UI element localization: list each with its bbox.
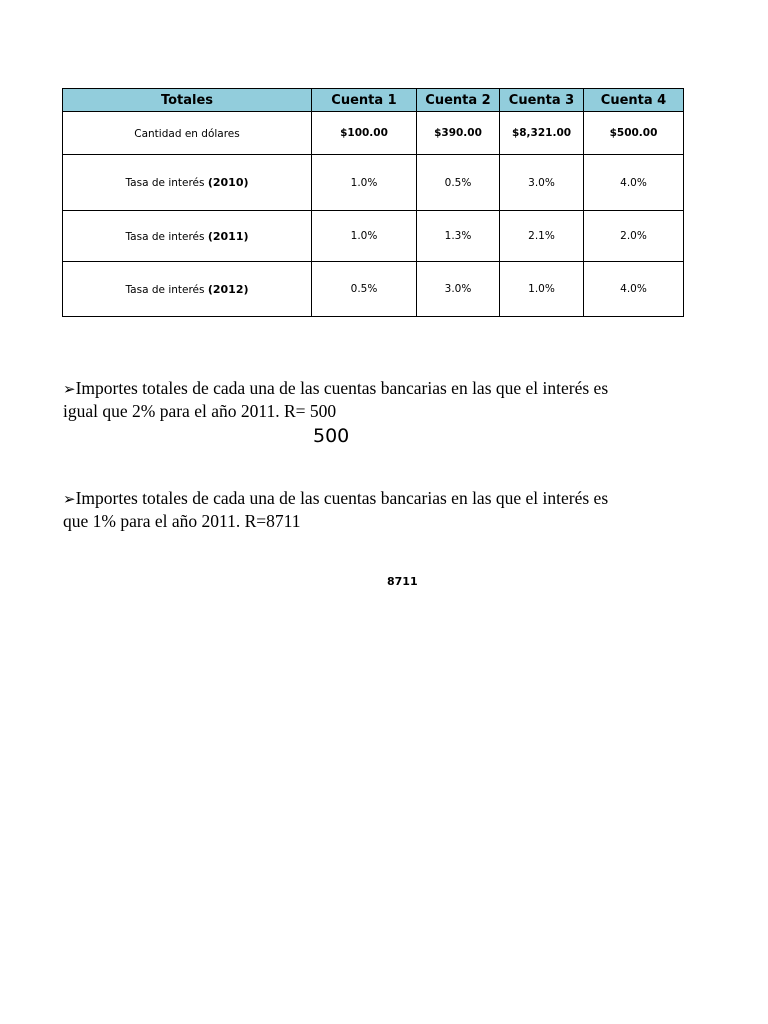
question-1-text-1: Importes totales de cada una de las cuentas bancarias en las que el interés es bbox=[75, 378, 609, 398]
table-header-row bbox=[63, 89, 684, 112]
row-label bbox=[63, 211, 312, 262]
table-cell: 4.0% bbox=[584, 262, 684, 317]
row-label-text: Tasa de interés bbox=[125, 177, 208, 189]
table-cell: 1.0% bbox=[500, 262, 584, 317]
table-cell: 1.3% bbox=[417, 211, 500, 262]
table-cell: 2.0% bbox=[584, 211, 684, 262]
arrow-bullet-icon: ➢ bbox=[63, 380, 76, 398]
table-cell: 4.0% bbox=[584, 155, 684, 211]
question-2-text-2: que 1% para el año 2011. R=8711 bbox=[63, 511, 301, 531]
table-row bbox=[63, 155, 684, 211]
header-cuenta-1: Cuenta 1 bbox=[312, 89, 417, 112]
totals-table bbox=[62, 88, 684, 317]
table-row bbox=[63, 211, 684, 262]
header-cuenta-2: Cuenta 2 bbox=[417, 89, 500, 112]
row-label-text: Cantidad en dólares bbox=[134, 127, 240, 140]
row-label bbox=[63, 112, 312, 155]
question-1-line-1 bbox=[63, 377, 685, 400]
table-cell: 2.1% bbox=[500, 211, 584, 262]
answer-1: 500 bbox=[313, 425, 350, 447]
row-label-year: (2012) bbox=[207, 282, 249, 296]
table-cell: $100.00 bbox=[312, 112, 417, 155]
question-paragraph-2 bbox=[63, 487, 685, 532]
row-label-year: (2010) bbox=[207, 176, 249, 189]
question-paragraph-1 bbox=[63, 377, 685, 422]
row-label-text: Tasa de interés bbox=[125, 230, 208, 243]
table-cell: $8,321.00 bbox=[500, 112, 584, 155]
arrow-bullet-icon: ➢ bbox=[63, 490, 76, 508]
table-cell: 3.0% bbox=[417, 262, 500, 317]
table-row bbox=[63, 262, 684, 317]
question-2-line-1 bbox=[63, 487, 685, 510]
row-label bbox=[63, 155, 312, 211]
row-label-year: (2011) bbox=[207, 229, 249, 243]
table-cell: 1.0% bbox=[312, 211, 417, 262]
table-cell: 1.0% bbox=[312, 155, 417, 211]
table-cell: 0.5% bbox=[312, 262, 417, 317]
table-cell: $390.00 bbox=[417, 112, 500, 155]
table-cell: 0.5% bbox=[417, 155, 500, 211]
header-totales: Totales bbox=[63, 89, 312, 112]
question-1-text-2: igual que 2% para el año 2011. R= 500 bbox=[63, 401, 337, 421]
table-row bbox=[63, 112, 684, 155]
table-cell: $500.00 bbox=[584, 112, 684, 155]
header-cuenta-3: Cuenta 3 bbox=[500, 89, 584, 112]
table-cell: 3.0% bbox=[500, 155, 584, 211]
row-label bbox=[63, 262, 312, 317]
row-label-text: Tasa de interés bbox=[125, 283, 208, 296]
answer-2: 8711 bbox=[387, 575, 418, 588]
question-2-text-1: Importes totales de cada una de las cuentas bancarias en las que el interés es bbox=[75, 488, 609, 508]
header-cuenta-4: Cuenta 4 bbox=[584, 89, 684, 112]
